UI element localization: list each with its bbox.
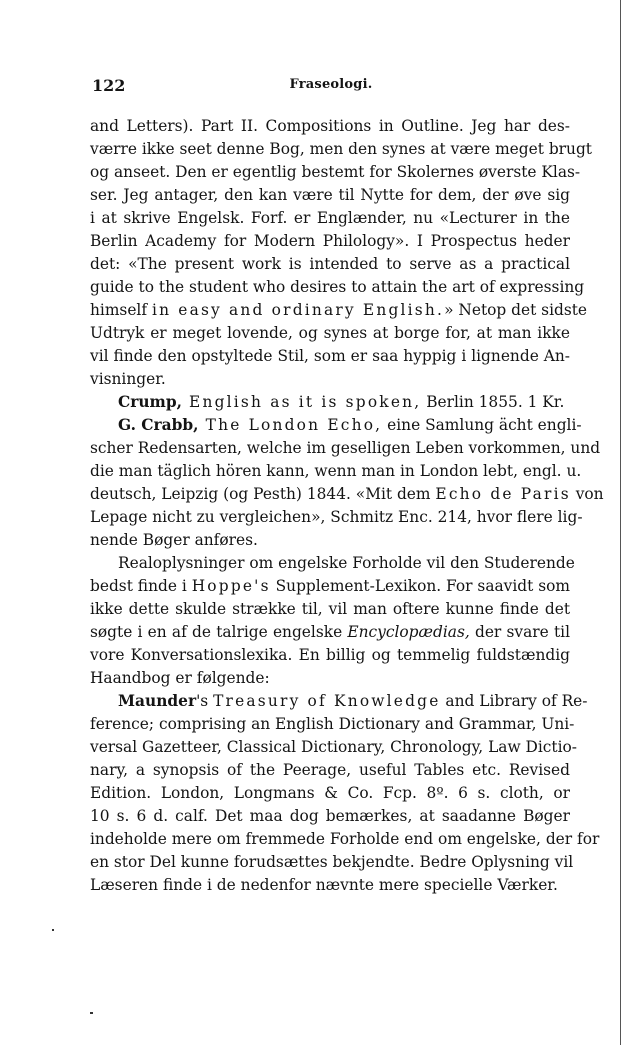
text-line: die man täglich hören kann, wenn man in London lebt, engl. u. [90,462,582,480]
text-line: Realoplysninger om engelske Forholde vil den Studerende [118,554,575,572]
author-name: G. Crabb, [118,416,199,434]
bibliography-entry-crabb: G. Crabb, The London Echo, eine Samlung ächt engli- [118,416,582,434]
text-line: scher Redensarten, welche im geselligen Leben vorkommen, und [90,439,601,457]
text-line: søgte i en af de talrige engelske Encyclopædias, der svare til [90,623,570,641]
spaced-title: Echo de Paris [435,485,571,503]
text-line: Udtryk er meget lovende, og synes at borge for, at man ikke [90,324,570,342]
text-line: guide to the student who desires to attain the art of expressing [90,278,585,296]
text-line: værre ikke seet denne Bog, men den synes at være meget brugt [90,140,592,158]
bibliography-entry-maunder: Maunder's Treasury of Knowledge and Library of Re- [118,692,588,710]
text-line: en stor Del kunne forudsættes bekjendte. Bedre Oplysning vil [90,853,574,871]
ink-speck [52,929,54,931]
ink-speck [90,1012,93,1014]
text-line: Læseren finde i de nedenfor nævnte mere specielle Værker. [90,876,558,894]
text-line: vil finde den opstyltede Stil, som er saa hyppig i lignende An- [90,347,570,365]
page-header [92,76,570,98]
italic-term: Encyclopædias, [347,623,470,641]
spaced-title: in easy and ordinary English. [151,301,445,319]
text-line: and Letters). Part II. Compositions in Outline. Jeg har des- [90,117,570,135]
text-line: 10 s. 6 d. calf. Det maa dog bemærkes, at saadanne Bøger [90,807,570,825]
text-line: visninger. [90,370,166,388]
text-line: versal Gazetteer, Classical Dictionary, Chronology, Law Dictio- [90,738,577,756]
text-line: Haandbog er følgende: [90,669,270,687]
text-line: himself in easy and ordinary English.» Netop det sidste [90,301,588,319]
text-line: ference; comprising an English Dictionary and Grammar, Uni- [90,715,575,733]
text-line: i at skrive Engelsk. Forf. er Englænder, nu «Lecturer in the [90,209,570,227]
text-line: vore Konversationslexika. En billig og temmelig fuldstændig [90,646,570,664]
running-title: Fraseologi. [289,77,373,92]
text-line: ser. Jeg antager, den kan være til Nytte for dem, der øve sig [90,186,570,204]
author-name: Maunder [118,692,197,710]
spaced-title: Hoppe's [191,577,271,595]
bibliography-entry-crump: Crump, English as it is spoken, Berlin 1855. 1 Kr. [118,393,565,411]
text-line: det: «The present work is intended to serve as a practical [90,255,570,273]
text-line: deutsch, Leipzig (og Pesth) 1844. «Mit dem Echo de Paris von [90,485,604,503]
text-line: nary, a synopsis of the Peerage, useful Tables etc. Revised [90,761,570,779]
body-text [90,115,604,897]
text-line: indeholde mere om fremmede Forholde end om engelske, der for [90,830,600,848]
text-line: ikke dette skulde strække til, vil man oftere kunne finde det [90,600,570,618]
text-line: og anseet. Den er egentlig bestemt for Skolernes øverste Klas- [90,163,581,181]
page-edge [620,0,621,1045]
text-line: nende Bøger anføres. [90,531,258,549]
spaced-title: Treasury of Knowledge [213,692,441,710]
text-line: Berlin Academy for Modern Philology». I Prospectus heder [90,232,570,250]
text-line: bedst finde i Hoppe's Supplement-Lexikon. For saavidt som [90,577,570,595]
page-number: 122 [92,76,126,95]
text-line: Lepage nicht zu vergleichen», Schmitz Enc. 214, hvor flere lig- [90,508,583,526]
spaced-title: The London Echo, [198,416,383,434]
text-line: Edition. London, Longmans & Co. Fcp. 8º. 6 s. cloth, or [90,784,570,802]
author-name: Crump, [118,393,182,411]
spaced-title: English as it is spoken, [181,393,422,411]
